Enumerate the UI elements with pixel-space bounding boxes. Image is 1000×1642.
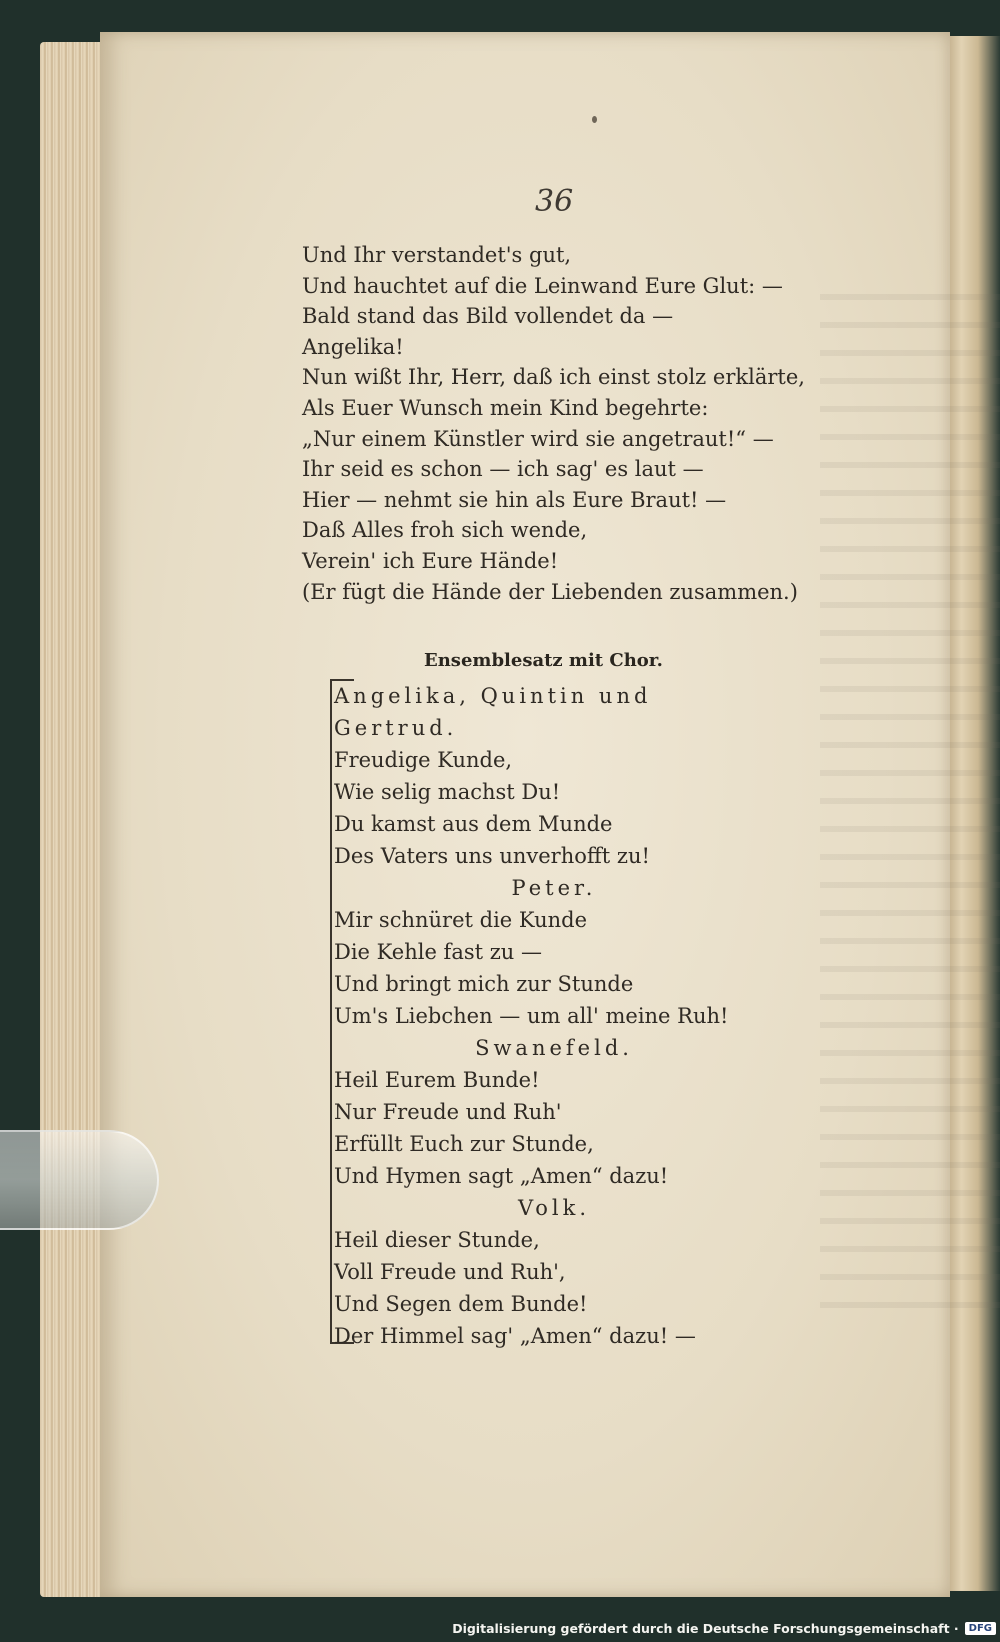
speaker-name: Volk. [518, 1196, 590, 1220]
sung-line: Die Kehle fast zu — [334, 940, 543, 964]
sung-line: Des Vaters uns unverhofft zu! [334, 844, 650, 868]
sung-line: Mir schnüret die Kunde [334, 908, 588, 932]
footer-text: Digitalisierung gefördert durch die Deutsche Forschungsgemeinschaft · [452, 1621, 959, 1636]
speaker-name: Swanefeld. [475, 1036, 633, 1060]
sung-line: Wie selig machst Du! [334, 780, 561, 804]
verse-line: Daß Alles froh sich wende, [302, 518, 588, 543]
verse-line: Angelika! [302, 334, 404, 359]
verse-line: „Nur einem Künstler wird sie angetraut!“ — [302, 426, 774, 451]
funding-footer [452, 1621, 996, 1636]
ensemble-block [334, 680, 834, 1352]
sung-line: Du kamst aus dem Munde [334, 812, 613, 836]
sung-line: Der Himmel sag' „Amen“ dazu! — [334, 1324, 696, 1348]
ink-dot [592, 116, 597, 123]
verse-line: Und Ihr verstandet's gut, [302, 243, 572, 267]
sung-line: Und Hymen sagt „Amen“ dazu! [334, 1164, 669, 1188]
page-number: 36 [535, 184, 574, 219]
sung-line: Und bringt mich zur Stunde [334, 972, 634, 996]
verse-block [302, 240, 862, 607]
verse-line: Als Euer Wunsch mein Kind begehrte: [302, 395, 709, 420]
verse-line: Hier — nehmt sie hin als Eure Braut! — [302, 487, 727, 512]
stage-direction: (Er fügt die Hände der Liebenden zusammen.) [302, 579, 798, 604]
sung-line: Nur Freude und Ruh' [334, 1100, 562, 1124]
page-holder-clip [0, 1130, 159, 1230]
speaker-name: Peter. [511, 876, 597, 900]
sung-line: Um's Liebchen — um all' meine Ruh! [334, 1004, 729, 1028]
verse-line: Nun wißt Ihr, Herr, daß ich einst stolz erklärte, [302, 365, 805, 390]
speaker-name: Angelika, Quintin und Gertrud. [334, 684, 652, 740]
sung-line: Erfüllt Euch zur Stunde, [334, 1132, 594, 1156]
verse-line: Bald stand das Bild vollendet da — [302, 304, 674, 329]
sung-line: Heil Eurem Bunde! [334, 1068, 540, 1092]
verse-line: Und hauchtet auf die Leinwand Eure Glut: — [302, 273, 783, 298]
sung-line: Und Segen dem Bunde! [334, 1292, 588, 1316]
ensemble-bracket [330, 680, 332, 1342]
sung-line: Voll Freude und Ruh', [334, 1260, 566, 1284]
ensemble-heading: Ensemblesatz mit Chor. [424, 650, 663, 671]
sung-line: Freudige Kunde, [334, 748, 513, 772]
sung-line: Heil dieser Stunde, [334, 1228, 540, 1252]
verse-line: Ihr seid es schon — ich sag' es laut — [302, 457, 704, 482]
dfg-logo: DFG [965, 1622, 996, 1635]
verse-line: Verein' ich Eure Hände! [302, 548, 559, 573]
